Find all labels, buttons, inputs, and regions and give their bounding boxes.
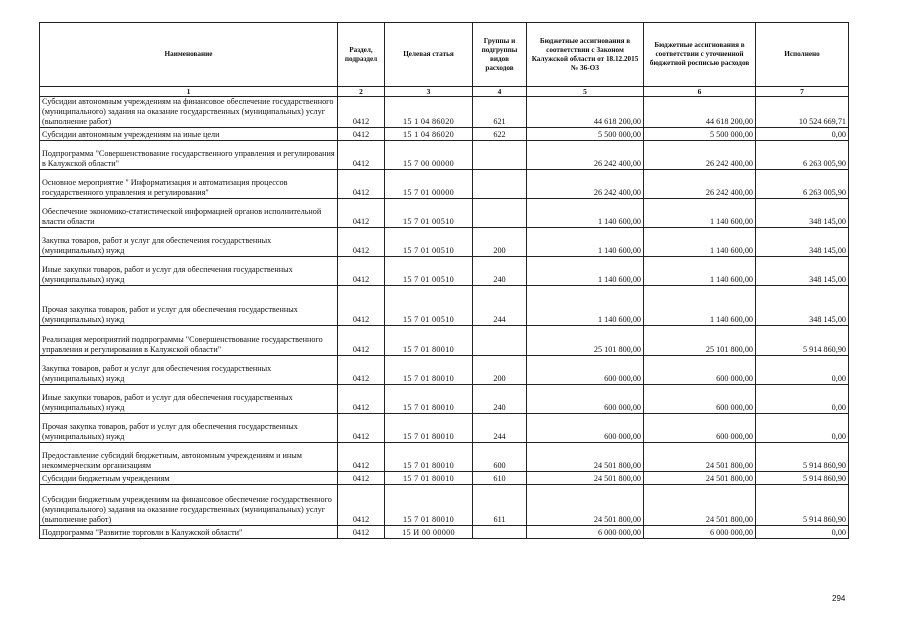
row-target: 15 1 04 86020	[385, 128, 473, 141]
table-row	[40, 97, 849, 128]
row-group	[473, 326, 527, 356]
row-name: Подпрограмма "Развитие торговли в Калужской области"	[40, 526, 338, 539]
row-target: 15 7 01 80010	[385, 414, 473, 443]
row-refined-budget: 1 140 600,00	[644, 286, 756, 326]
row-group	[473, 526, 527, 539]
budget-table	[39, 22, 849, 539]
row-law-budget: 600 000,00	[527, 414, 644, 443]
table-row	[40, 128, 849, 141]
table-row	[40, 414, 849, 443]
row-target: 15 7 01 00510	[385, 286, 473, 326]
row-group: 200	[473, 356, 527, 385]
row-group: 622	[473, 128, 527, 141]
row-refined-budget: 26 242 400,00	[644, 170, 756, 199]
row-refined-budget: 44 618 200,00	[644, 97, 756, 128]
row-target: 15 7 01 80010	[385, 485, 473, 526]
row-name: Обеспечение экономико-статистической информацией органов исполнительной власти области	[40, 199, 338, 228]
row-law-budget: 600 000,00	[527, 385, 644, 414]
row-target: 15 7 00 00000	[385, 141, 473, 170]
row-section: 0412	[338, 170, 385, 199]
row-name: Закупка товаров, работ и услуг для обеспечения государственных (муниципальных) нужд	[40, 356, 338, 385]
row-executed: 5 914 860,90	[756, 326, 849, 356]
table-row	[40, 526, 849, 539]
column-number: 3	[385, 87, 473, 97]
column-number: 7	[756, 87, 849, 97]
header-group: Группы и подгруппы видов расходов	[473, 23, 527, 87]
row-name: Прочая закупка товаров, работ и услуг для обеспечения государственных (муниципальных) нужд	[40, 286, 338, 326]
row-refined-budget: 1 140 600,00	[644, 228, 756, 257]
row-name: Иные закупки товаров, работ и услуг для обеспечения государственных (муниципальных) нужд	[40, 257, 338, 286]
row-name: Субсидии автономным учреждениям на иные цели	[40, 128, 338, 141]
row-group: 240	[473, 257, 527, 286]
table-row	[40, 472, 849, 485]
row-executed: 348 145,00	[756, 228, 849, 257]
row-law-budget: 6 000 000,00	[527, 526, 644, 539]
row-executed: 348 145,00	[756, 199, 849, 228]
column-number: 4	[473, 87, 527, 97]
column-number-row	[40, 87, 849, 97]
row-target: 15 И 00 00000	[385, 526, 473, 539]
row-group	[473, 199, 527, 228]
row-executed: 10 524 669,71	[756, 97, 849, 128]
row-section: 0412	[338, 286, 385, 326]
row-group: 200	[473, 228, 527, 257]
row-section: 0412	[338, 257, 385, 286]
row-refined-budget: 600 000,00	[644, 414, 756, 443]
row-executed: 348 145,00	[756, 257, 849, 286]
row-group	[473, 170, 527, 199]
table-row	[40, 443, 849, 472]
row-executed: 0,00	[756, 385, 849, 414]
table-row	[40, 356, 849, 385]
row-law-budget: 26 242 400,00	[527, 141, 644, 170]
row-refined-budget: 5 500 000,00	[644, 128, 756, 141]
header-name: Наименование	[40, 23, 338, 87]
row-law-budget: 5 500 000,00	[527, 128, 644, 141]
row-executed: 0,00	[756, 414, 849, 443]
header-executed: Исполнено	[756, 23, 849, 87]
row-refined-budget: 6 000 000,00	[644, 526, 756, 539]
row-law-budget: 1 140 600,00	[527, 257, 644, 286]
row-group: 244	[473, 286, 527, 326]
row-refined-budget: 24 501 800,00	[644, 485, 756, 526]
row-name: Реализация мероприятий подпрограммы "Совершенствование государственного управления и регулирования в Калужской области"	[40, 326, 338, 356]
row-name: Субсидии бюджетным учреждениям на финансовое обеспечение государственного (муниципального) задания на оказание государственных (муниципальных) услуг (выполнение работ)	[40, 485, 338, 526]
row-executed: 5 914 860,90	[756, 485, 849, 526]
row-name: Закупка товаров, работ и услуг для обеспечения государственных (муниципальных) нужд	[40, 228, 338, 257]
table-row	[40, 228, 849, 257]
table-row	[40, 170, 849, 199]
row-group: 600	[473, 443, 527, 472]
row-section: 0412	[338, 228, 385, 257]
row-section: 0412	[338, 199, 385, 228]
row-refined-budget: 600 000,00	[644, 356, 756, 385]
row-section: 0412	[338, 326, 385, 356]
row-section: 0412	[338, 526, 385, 539]
row-executed: 5 914 860,90	[756, 443, 849, 472]
row-section: 0412	[338, 385, 385, 414]
row-target: 15 7 01 00000	[385, 170, 473, 199]
row-executed: 348 145,00	[756, 286, 849, 326]
column-number: 6	[644, 87, 756, 97]
row-refined-budget: 24 501 800,00	[644, 443, 756, 472]
table-row	[40, 257, 849, 286]
row-target: 15 7 01 80010	[385, 472, 473, 485]
row-section: 0412	[338, 472, 385, 485]
row-name: Прочая закупка товаров, работ и услуг для обеспечения государственных (муниципальных) нужд	[40, 414, 338, 443]
row-executed: 0,00	[756, 128, 849, 141]
row-executed: 6 263 005,90	[756, 170, 849, 199]
table-row	[40, 385, 849, 414]
row-law-budget: 1 140 600,00	[527, 228, 644, 257]
row-group: 621	[473, 97, 527, 128]
row-name: Подпрограмма "Совершенствование государственного управления и регулирования в Калужской области"	[40, 141, 338, 170]
row-target: 15 7 01 80010	[385, 443, 473, 472]
row-group	[473, 141, 527, 170]
row-law-budget: 1 140 600,00	[527, 286, 644, 326]
row-group: 611	[473, 485, 527, 526]
table-row	[40, 326, 849, 356]
row-name: Субсидии бюджетным учреждениям	[40, 472, 338, 485]
row-section: 0412	[338, 443, 385, 472]
header-section: Раздел, подраздел	[338, 23, 385, 87]
row-target: 15 7 01 80010	[385, 356, 473, 385]
row-section: 0412	[338, 485, 385, 526]
row-refined-budget: 25 101 800,00	[644, 326, 756, 356]
row-law-budget: 44 618 200,00	[527, 97, 644, 128]
row-law-budget: 600 000,00	[527, 356, 644, 385]
row-executed: 6 263 005,90	[756, 141, 849, 170]
row-group: 610	[473, 472, 527, 485]
row-law-budget: 1 140 600,00	[527, 199, 644, 228]
row-executed: 5 914 860,90	[756, 472, 849, 485]
row-name: Предоставление субсидий бюджетным, автономным учреждениям и иным некоммерческим организациям	[40, 443, 338, 472]
column-number: 2	[338, 87, 385, 97]
row-refined-budget: 1 140 600,00	[644, 199, 756, 228]
row-name: Иные закупки товаров, работ и услуг для обеспечения государственных (муниципальных) нужд	[40, 385, 338, 414]
header-law-budget: Бюджетные ассигнования в соответствии с Законом Калужской области от 18.12.2015 № 36-ОЗ	[527, 23, 644, 87]
row-executed: 0,00	[756, 526, 849, 539]
row-target: 15 1 04 86020	[385, 97, 473, 128]
row-section: 0412	[338, 414, 385, 443]
row-target: 15 7 01 00510	[385, 228, 473, 257]
table-row	[40, 141, 849, 170]
row-section: 0412	[338, 128, 385, 141]
row-name: Субсидии автономным учреждениям на финансовое обеспечение государственного (муниципального) задания на оказание государственных (муниципальных) услуг (выполнение работ)	[40, 97, 338, 128]
header-row	[40, 23, 849, 87]
row-target: 15 7 01 00510	[385, 257, 473, 286]
row-law-budget: 24 501 800,00	[527, 485, 644, 526]
row-law-budget: 24 501 800,00	[527, 472, 644, 485]
page-number: 294	[832, 594, 846, 603]
table-row	[40, 286, 849, 326]
row-refined-budget: 1 140 600,00	[644, 257, 756, 286]
table-row	[40, 199, 849, 228]
row-law-budget: 26 242 400,00	[527, 170, 644, 199]
row-group: 240	[473, 385, 527, 414]
row-section: 0412	[338, 356, 385, 385]
row-law-budget: 24 501 800,00	[527, 443, 644, 472]
header-refined-budget: Бюджетные ассигнования в соответствии с уточненной бюджетной росписью расходов	[644, 23, 756, 87]
column-number: 5	[527, 87, 644, 97]
header-target: Целевая статья	[385, 23, 473, 87]
row-section: 0412	[338, 97, 385, 128]
row-refined-budget: 26 242 400,00	[644, 141, 756, 170]
row-target: 15 7 01 80010	[385, 385, 473, 414]
row-target: 15 7 01 80010	[385, 326, 473, 356]
row-executed: 0,00	[756, 356, 849, 385]
row-name: Основное мероприятие " Информатизация и автоматизация процессов государственного управления и регулирования"	[40, 170, 338, 199]
row-refined-budget: 24 501 800,00	[644, 472, 756, 485]
row-section: 0412	[338, 141, 385, 170]
row-law-budget: 25 101 800,00	[527, 326, 644, 356]
row-target: 15 7 01 00510	[385, 199, 473, 228]
table-row	[40, 485, 849, 526]
row-group: 244	[473, 414, 527, 443]
row-refined-budget: 600 000,00	[644, 385, 756, 414]
column-number: 1	[40, 87, 338, 97]
